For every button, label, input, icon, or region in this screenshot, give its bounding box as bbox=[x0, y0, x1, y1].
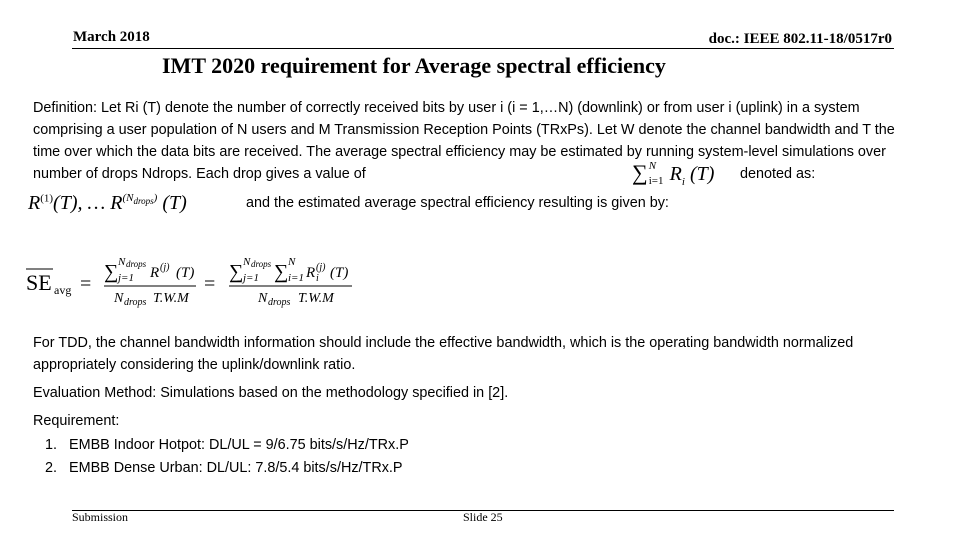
svg-text:R: R bbox=[306, 265, 316, 281]
svg-text:avg: avg bbox=[54, 283, 72, 297]
svg-text:T.W.M: T.W.M bbox=[153, 291, 189, 306]
svg-text:=: = bbox=[204, 273, 216, 295]
sum-expression: ∑ N i=1 $R_i$ (T) bbox=[632, 160, 715, 188]
footer-submission: Submission bbox=[72, 510, 129, 524]
list-item-number: 1. bbox=[44, 437, 57, 453]
svg-text:(j): (j) bbox=[160, 262, 170, 273]
svg-text:∑: ∑ bbox=[274, 261, 289, 283]
requirement-label: Requirement: bbox=[33, 413, 120, 429]
header-divider bbox=[72, 48, 894, 49]
svg-text:N: N bbox=[114, 291, 124, 306]
definition-text: Definition: Let Ri (T) denote the number of correctly received bits by user i (i = 1,…N) (downlink) or from user i (uplink) in a system comprising a user population of N users and M Transmission Reception Points (TRxPs). Let W denote the channel bandwidth and T the time over which the data bits are received. The average spectral efficiency may be estimated by running system-level simulations over number of drops Ndrops. Each drop gives a value of bbox=[33, 100, 895, 182]
footer-slide-number: Slide 25 bbox=[463, 510, 503, 524]
svg-text:(T): (T) bbox=[330, 265, 349, 281]
svg-text:=: = bbox=[80, 273, 92, 295]
svg-text:R: R bbox=[150, 265, 160, 281]
svg-text:drops: drops bbox=[126, 259, 147, 269]
svg-text:N: N bbox=[288, 256, 296, 268]
list-item-text: EMBB Dense Urban: DL/UL: 7.8/5.4 bits/s/Hz/TRx.P bbox=[69, 460, 403, 476]
estimated-label: and the estimated average spectral efficiency resulting is given by: bbox=[246, 195, 669, 211]
svg-text:N: N bbox=[258, 291, 268, 306]
svg-text:T.W.M: T.W.M bbox=[298, 291, 334, 306]
slide-title: IMT 2020 requirement for Average spectral efficiency bbox=[162, 53, 666, 78]
requirement-list bbox=[33, 434, 409, 480]
svg-text:(T): (T) bbox=[176, 265, 195, 281]
svg-text:∑: ∑ bbox=[229, 261, 244, 283]
svg-text:drops: drops bbox=[268, 297, 291, 308]
tdd-paragraph: For TDD, the channel bandwidth information should include the effective bandwidth, which is the operating bandwidth normalized appropriately considering the uplink/downlink ratio. bbox=[33, 335, 854, 373]
r-sequence-expression: $R^{(1)}(T)$, … $R^{(N_{drops})}$ (T) bbox=[28, 192, 187, 214]
header-doc-id: doc.: IEEE 802.11-18/0517r0 bbox=[708, 31, 892, 47]
svg-text:(j): (j) bbox=[316, 262, 326, 273]
se-avg-formula bbox=[26, 250, 406, 312]
list-item-text: EMBB Indoor Hotpot: DL/UL = 9/6.75 bits/s/Hz/TRx.P bbox=[69, 437, 409, 453]
svg-text:∑: ∑ bbox=[104, 261, 119, 283]
list-item bbox=[33, 457, 409, 480]
list-item bbox=[33, 434, 409, 457]
list-item-number: 2. bbox=[44, 460, 57, 476]
svg-text:drops: drops bbox=[124, 297, 147, 308]
svg-text:SE: SE bbox=[26, 270, 52, 295]
svg-text:i: i bbox=[316, 273, 319, 284]
svg-text:drops: drops bbox=[251, 259, 272, 269]
denoted-label: denoted as: bbox=[740, 166, 816, 182]
header-date: March 2018 bbox=[73, 29, 150, 45]
svg-text:j=1: j=1 bbox=[118, 272, 134, 284]
evaluation-method: Evaluation Method: Simulations based on the methodology specified in [2]. bbox=[33, 385, 509, 401]
svg-text:i=1: i=1 bbox=[288, 272, 304, 284]
svg-text:N: N bbox=[118, 256, 126, 268]
svg-text:j=1: j=1 bbox=[243, 272, 259, 284]
svg-text:N: N bbox=[243, 256, 251, 268]
